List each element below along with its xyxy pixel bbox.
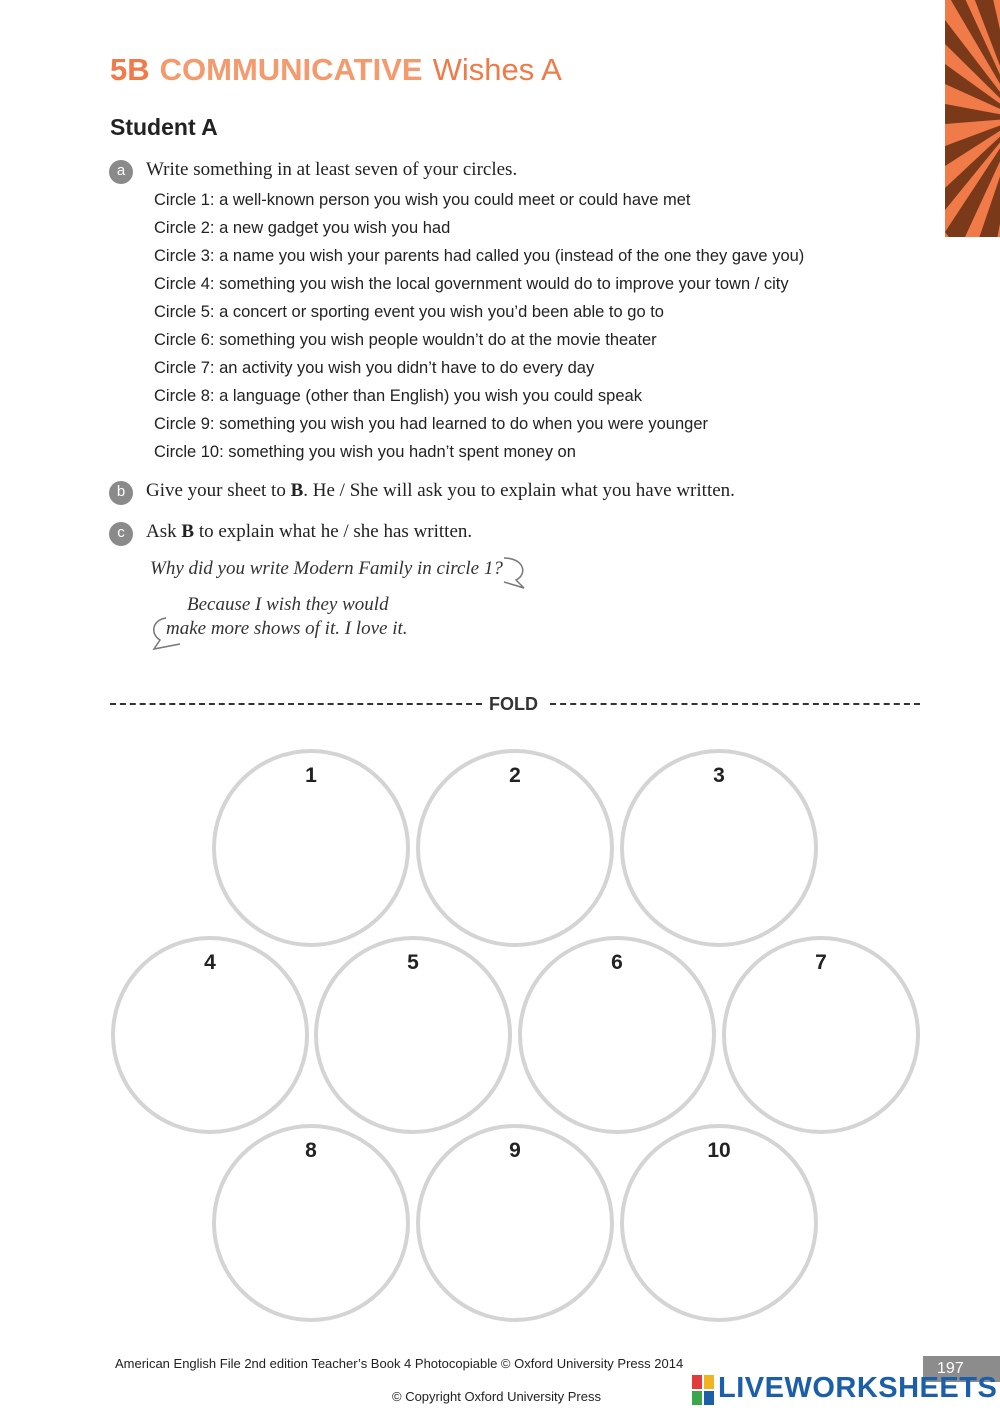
page-title	[110, 52, 562, 88]
footer-credit	[115, 1356, 683, 1371]
unit-code: 5B	[110, 52, 150, 87]
circle-prompt-1: Circle 1: a well-known person you wish you could meet or could have met	[154, 191, 691, 209]
speech-bubble-tail-icon	[498, 556, 530, 592]
copyright-notice: © Copyright Oxford University Press	[392, 1389, 601, 1404]
circle-prompt-9: Circle 9: something you wish you had learned to do when you were younger	[154, 415, 708, 433]
example-answer-line-1: Because I wish they would	[187, 594, 389, 615]
circle-prompt-6: Circle 6: something you wish people wouldn’t do at the movie theater	[154, 331, 657, 349]
student-heading: Student A	[110, 114, 218, 140]
answer-circle-9[interactable]: 9	[416, 1124, 614, 1322]
answer-circle-7[interactable]: 7	[722, 936, 920, 1134]
answer-circle-10[interactable]: 10	[620, 1124, 818, 1322]
circle-prompt-2: Circle 2: a new gadget you wish you had	[154, 219, 451, 237]
step-a-text: Write something in at least seven of your circles.	[146, 159, 518, 180]
activity-subtitle: Wishes A	[432, 52, 562, 87]
answer-circle-8[interactable]: 8	[212, 1124, 410, 1322]
answer-circle-2[interactable]: 2	[416, 749, 614, 947]
page-number: 197	[923, 1356, 1000, 1382]
circle-prompt-8: Circle 8: a language (other than English) you wish you could speak	[154, 387, 642, 405]
step-b-text: Give your sheet to B. He / She will ask you to explain what you have written.	[146, 480, 735, 501]
answer-circle-3[interactable]: 3	[620, 749, 818, 947]
answer-circle-5[interactable]: 5	[314, 936, 512, 1134]
step-b-badge: b	[109, 481, 133, 505]
speech-bubble-tail-icon	[150, 616, 184, 652]
circle-prompt-10: Circle 10: something you wish you hadn’t spent money on	[154, 443, 576, 461]
fold-label: FOLD	[489, 694, 538, 714]
circle-prompt-5: Circle 5: a concert or sporting event you wish you’d been able to go to	[154, 303, 664, 321]
book-title: American English File 2nd edition Teacher’s Book 4	[115, 1356, 412, 1371]
liveworksheets-brand[interactable]: LIVEWORKSHEETS	[718, 1372, 998, 1404]
fold-line-right	[550, 703, 920, 705]
circle-prompt-3: Circle 3: a name you wish your parents had called you (instead of the one they gave you)	[154, 247, 805, 265]
circle-prompt-7: Circle 7: an activity you wish you didn’t have to do every day	[154, 359, 595, 377]
answer-circle-6[interactable]: 6	[518, 936, 716, 1134]
example-question: Why did you write Modern Family in circle 1?	[150, 558, 503, 579]
liveworksheets-logo-icon	[692, 1373, 716, 1407]
circle-prompt-4: Circle 4: something you wish the local government would do to improve your town / city	[154, 275, 789, 293]
answer-circle-1[interactable]: 1	[212, 749, 410, 947]
fold-line-left	[110, 703, 482, 705]
example-answer-line-2: make more shows of it. I love it.	[166, 618, 408, 639]
step-c-text: Ask B to explain what he / she has written.	[146, 521, 473, 542]
step-c-badge: c	[109, 522, 133, 546]
sunburst-corner-decoration	[945, 0, 1000, 237]
rights-notice: Photocopiable © Oxford University Press 2014	[411, 1356, 684, 1371]
answer-circle-4[interactable]: 4	[111, 936, 309, 1134]
category-label: COMMUNICATIVE	[159, 52, 423, 87]
step-a-badge: a	[109, 160, 133, 184]
